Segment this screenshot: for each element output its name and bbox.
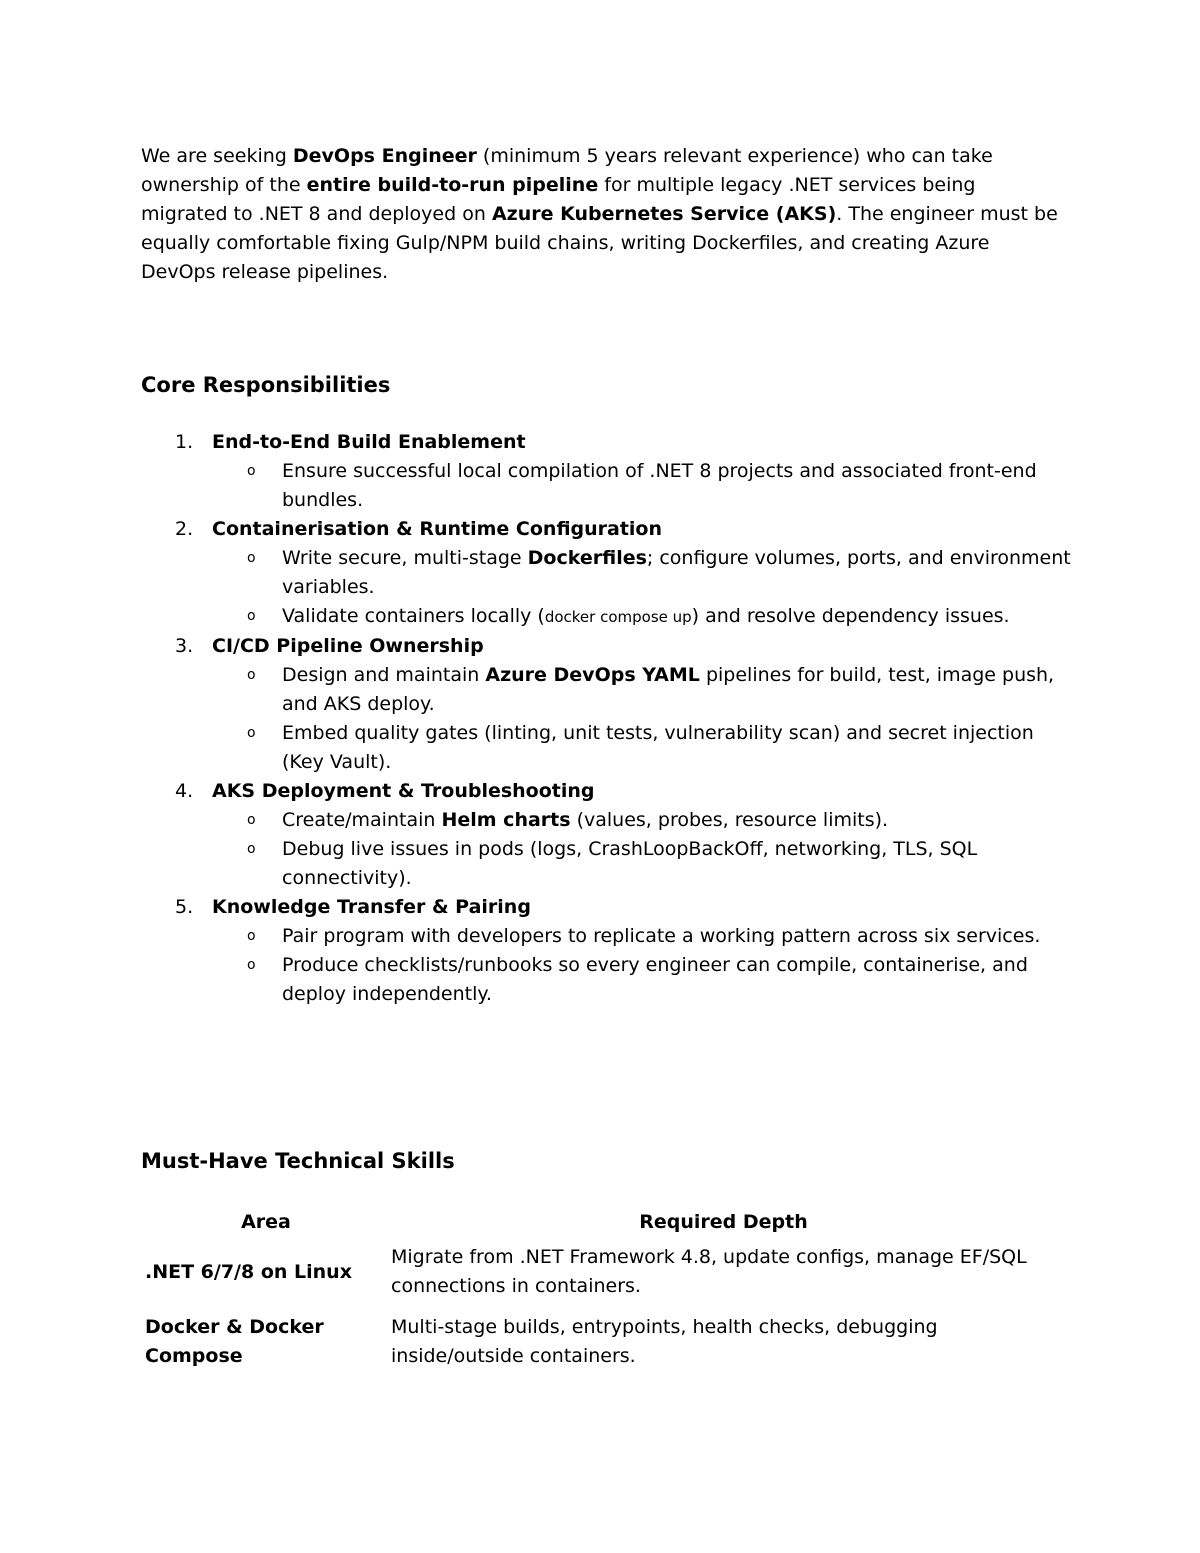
bullet-circle-icon: o (247, 928, 256, 944)
bullet-item (141, 544, 1071, 602)
bullet-text-run: Create/maintain (282, 809, 442, 831)
list-item-title: Knowledge Transfer & Pairing (212, 896, 531, 918)
responsibilities-list (141, 428, 1071, 1009)
intro-paragraph (141, 142, 1066, 287)
list-item-number: 5. (175, 896, 194, 918)
table-header-row (141, 1207, 1056, 1237)
bullet-text-run: pipelines for build, test, image push, and AKS deploy. (282, 664, 1055, 715)
bullet-text-run: Helm charts (441, 809, 571, 831)
skills-table (141, 1207, 1056, 1377)
bullet-text-run: docker compose up (544, 608, 692, 626)
intro-text-run: DevOps Engineer (292, 145, 477, 167)
area-cell: Docker & Docker Compose (145, 1316, 324, 1367)
bullet-item (141, 719, 1071, 777)
bullet-circle-icon: o (247, 957, 256, 973)
bullet-item (141, 835, 1071, 893)
header-area: Area (241, 1210, 291, 1233)
depth-cell: Migrate from .NET Framework 4.8, update configs, manage EF/SQL connections in containers. (391, 1246, 1027, 1297)
bullet-circle-icon: o (247, 550, 256, 566)
list-item-number: 4. (175, 780, 194, 802)
bullet-circle-icon: o (247, 725, 256, 741)
bullet-circle-icon: o (247, 841, 256, 857)
bullet-text-run: Pair program with developers to replicate a working pattern across six services. (282, 925, 1041, 947)
list-item-title: AKS Deployment & Troubleshooting (212, 780, 595, 802)
core-responsibilities-heading: Core Responsibilities (141, 373, 391, 397)
intro-text-run: (minimum 5 years relevant experience) who can take ownership of the (141, 145, 993, 196)
table-row (141, 1307, 1056, 1377)
bullet-text-run: Produce checklists/runbooks so every engineer can compile, containerise, and deploy independently. (282, 954, 1028, 1005)
bullet-item (141, 661, 1071, 719)
bullet-text-run: ) and resolve dependency issues. (691, 605, 1010, 627)
intro-text-run: entire build-to-run pipeline (306, 174, 599, 196)
intro-text-run: Azure Kubernetes Service (AKS) (491, 203, 837, 225)
list-item (141, 777, 1071, 806)
table-row (141, 1237, 1056, 1307)
bullet-circle-icon: o (247, 463, 256, 479)
bullet-circle-icon: o (247, 812, 256, 828)
list-item-title: End-to-End Build Enablement (212, 431, 526, 453)
bullet-item (141, 951, 1071, 1009)
bullet-circle-icon: o (247, 667, 256, 683)
list-item (141, 893, 1071, 922)
bullet-text-run: Write secure, multi-stage (282, 547, 528, 569)
bullet-text-run: Embed quality gates (linting, unit tests, vulnerability scan) and secret injection (Key Vault). (282, 722, 1034, 773)
intro-text-run: . The engineer must be equally comfortable fixing Gulp/NPM build chains, writing Dockerfiles, and creating Azure DevOps release pipelines. (141, 203, 1058, 283)
bullet-text-run: Azure DevOps YAML (485, 664, 700, 686)
bullet-text-run: Validate containers locally ( (282, 605, 545, 627)
list-item-title: Containerisation & Runtime Configuration (212, 518, 663, 540)
list-item (141, 632, 1071, 661)
bullet-text-run: Dockerfiles (527, 547, 647, 569)
list-item (141, 428, 1071, 457)
bullet-item (141, 806, 1071, 835)
list-item (141, 515, 1071, 544)
bullet-item (141, 922, 1071, 951)
bullet-item (141, 457, 1071, 515)
header-required-depth: Required Depth (639, 1210, 808, 1233)
list-item-number: 3. (175, 635, 194, 657)
skills-heading: Must-Have Technical Skills (141, 1149, 455, 1173)
bullet-circle-icon: o (247, 608, 256, 624)
list-item-number: 2. (175, 518, 194, 540)
bullet-text-run: ; configure volumes, ports, and environment variables. (282, 547, 1071, 598)
bullet-text-run: (values, probes, resource limits). (570, 809, 889, 831)
depth-cell: Multi-stage builds, entrypoints, health checks, debugging inside/outside containers. (391, 1316, 938, 1367)
area-cell: .NET 6/7/8 on Linux (145, 1260, 352, 1283)
intro-text-run: for multiple legacy .NET services being migrated to .NET 8 and deployed on (141, 174, 976, 225)
bullet-text-run: Debug live issues in pods (logs, CrashLoopBackOff, networking, TLS, SQL connectivity). (282, 838, 978, 889)
list-item-title: CI/CD Pipeline Ownership (212, 635, 484, 657)
intro-text-run: We are seeking (141, 145, 293, 167)
list-item-number: 1. (175, 431, 194, 453)
bullet-item (141, 602, 1071, 632)
bullet-text-run: Ensure successful local compilation of .NET 8 projects and associated front-end bundles. (282, 460, 1037, 511)
bullet-text-run: Design and maintain (282, 664, 486, 686)
